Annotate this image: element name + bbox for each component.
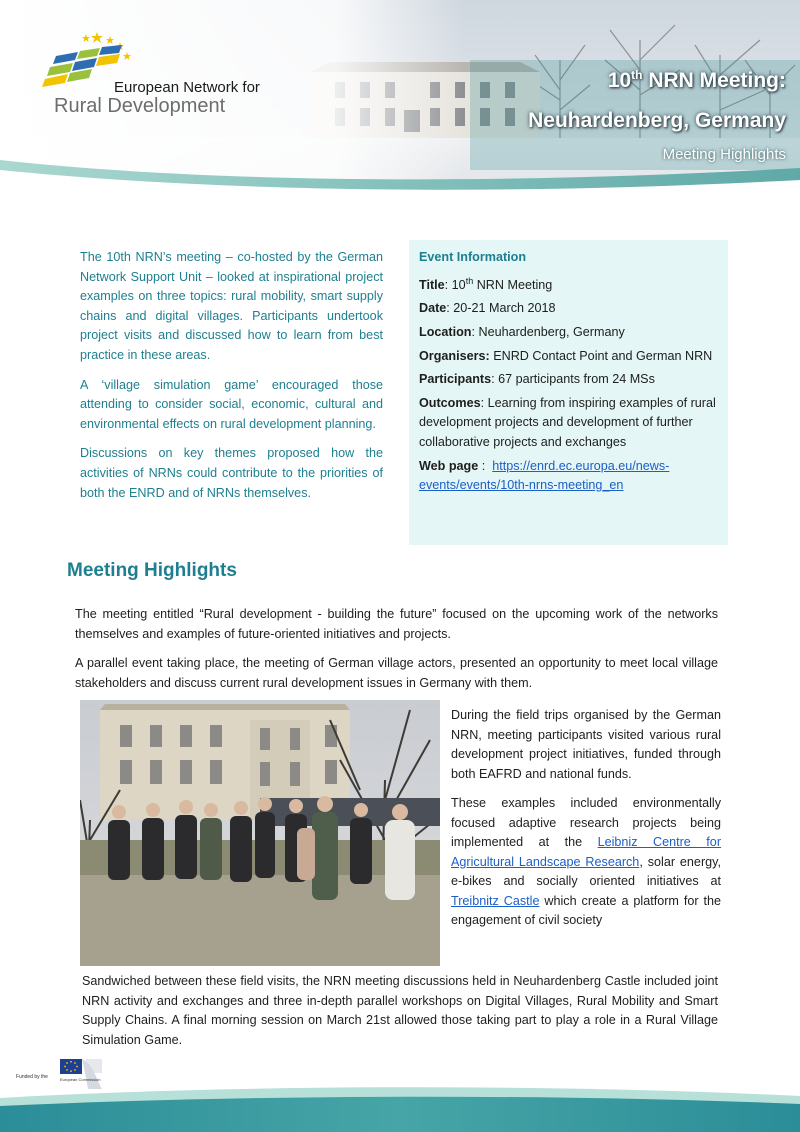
field-trip-text xyxy=(451,706,721,941)
highlights-paragraph: Sandwiched between these field visits, the NRN meeting discussions held in Neuhardenberg Castle included joint NRN activity and exchanges and three in-depth parallel workshops on Digital Villages, Rural Mobility and Smart Supply Chains. A final morning session on March 21st allowed those taking part to play a role in a Rural Village Simulation Game. xyxy=(82,974,718,1047)
page-subtitle: Meeting Highlights xyxy=(662,146,786,163)
intro-paragraph: Discussions on key themes proposed how the activities of NRNs could contribute to the priorities of both the ENRD and of NRNs themselves. xyxy=(80,446,383,500)
event-location-row: Location: Neuhardenberg, Germany xyxy=(419,324,625,339)
footer-wave xyxy=(0,1084,800,1132)
leibniz-centre-link[interactable]: Leibniz Centre for Agricultural Landscape Research xyxy=(451,835,722,869)
page-header xyxy=(0,0,800,200)
treibnitz-castle-link[interactable]: Treibnitz Castle xyxy=(451,893,540,908)
section-heading: Meeting Highlights xyxy=(67,560,237,581)
intro-paragraph: The 10th NRN’s meeting – co-hosted by the German Network Support Unit – looked at inspirational project examples on three topics: rural mobility, smart supply chains and digital villages. Participants undertook project visits and discussed how to learn from best practice in these areas. xyxy=(80,250,383,362)
intro-text xyxy=(80,248,383,513)
logo-text-line1: European Network for xyxy=(114,79,260,96)
event-webpage-row: Web page : https://enrd.ec.europa.eu/news-events/events/10th-nrns-meeting_en xyxy=(419,458,670,493)
event-outcomes-row: Outcomes: Learning from inspiring examples of rural development projects and development of further collaborative projects and exchanges xyxy=(419,395,716,449)
eu-caption: European Commission xyxy=(60,1077,101,1082)
event-information-box xyxy=(409,240,728,545)
event-title-row: Title: 10th NRN Meeting xyxy=(419,275,553,292)
event-webpage-link[interactable]: https://enrd.ec.europa.eu/news-events/events/10th-nrns-meeting_en xyxy=(419,458,670,493)
event-date-row: Date: 20-21 March 2018 xyxy=(419,301,556,316)
funded-by-label: Funded by the xyxy=(16,1074,48,1080)
highlights-paragraph: These examples included environmentally focused adaptive research projects being implemented at the Leibniz Centre for Agricultural Landscape Research, solar energy, e-bikes and socially oriented initiatives at Treibnitz Castle which create a platform for the engagement of civil society xyxy=(451,796,722,927)
event-organisers-row: Organisers: ENRD Contact Point and German NRN xyxy=(419,348,713,363)
highlights-paragraph: A parallel event taking place, the meeting of German village actors, presented an opportunity to meet local village stakeholders and discuss current rural development issues in Germany with them. xyxy=(75,656,718,690)
highlights-paragraph: During the field trips organised by the German NRN, meeting participants visited various rural development project initiatives, funded through both EAFRD and national funds. xyxy=(451,708,721,781)
highlights-paragraph: The meeting entitled “Rural development - building the future” focused on the upcoming work of the networks themselves and examples of future-oriented initiatives and projects. xyxy=(75,607,718,641)
event-heading: Event Information xyxy=(419,250,527,264)
group-photo xyxy=(80,700,440,966)
logo-text-line2: Rural Development xyxy=(54,95,226,117)
page-title-location: Neuhardenberg, Germany xyxy=(528,109,786,132)
intro-paragraph: A ‘village simulation game’ encouraged those attending to consider social, economic, cultural and environmental effects on rural development planning. xyxy=(80,377,383,431)
event-participants-row: Participants: 67 participants from 24 MSs xyxy=(419,372,655,387)
page-title: 10th NRN Meeting: xyxy=(607,68,786,92)
